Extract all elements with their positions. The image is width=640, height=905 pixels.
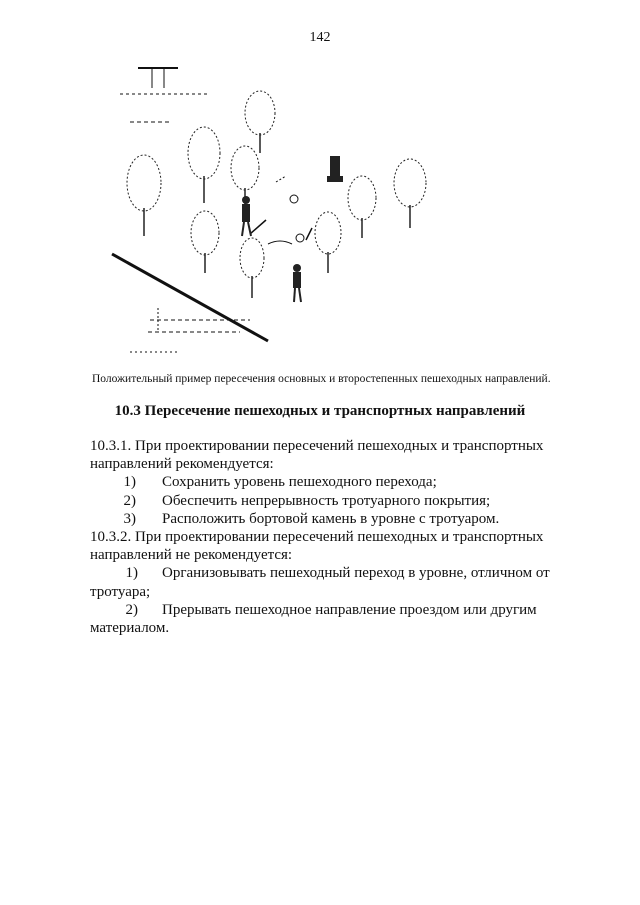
pedestrian-crossing-illustration: [100, 58, 460, 363]
section-title: 10.3 Пересечение пешеходных и транспортных направлений: [114, 403, 526, 419]
tree-icon: [188, 127, 220, 203]
tree-icon: [191, 211, 219, 273]
pedestrian-icon: [242, 196, 251, 236]
paragraph-intro-continuation: направлений не рекомендуется:: [90, 547, 293, 564]
list-item: 2) Прерывать пешеходное направление проездом или другим: [125, 601, 537, 618]
list-item: 3) Расположить бортовой камень в уровне с тротуаром.: [123, 510, 500, 527]
paragraph-intro-continuation: направлений рекомендуется:: [90, 456, 274, 473]
pedestrian-icon: [293, 264, 301, 302]
list-item-continuation: тротуара;: [90, 583, 151, 600]
tree-icon: [348, 176, 376, 238]
tree-icon: [394, 159, 426, 228]
tree-icon: [315, 212, 341, 273]
tree-icon: [127, 155, 161, 236]
list-item-continuation: материалом.: [90, 620, 170, 637]
tree-icon: [240, 238, 264, 298]
tree-icon: [245, 91, 275, 153]
list-item: 1) Сохранить уровень пешеходного перехода;: [123, 474, 437, 491]
list-item: 1) Организовывать пешеходный переход в уровне, отличном от: [125, 565, 550, 582]
figure-caption: Положительный пример пересечения основных и второстепенных пешеходных направлений.: [92, 373, 551, 385]
body-text: [90, 437, 570, 637]
list-item: 2) Обеспечить непрерывность тротуарного покрытия;: [123, 492, 491, 509]
page-number: 142: [309, 30, 331, 45]
paragraph-intro: 10.3.2. При проектировании пересечений пешеходных и транспортных: [90, 529, 544, 546]
paragraph-intro: 10.3.1. При проектировании пересечений пешеходных и транспортных: [90, 438, 544, 454]
statue-icon: [327, 156, 343, 182]
